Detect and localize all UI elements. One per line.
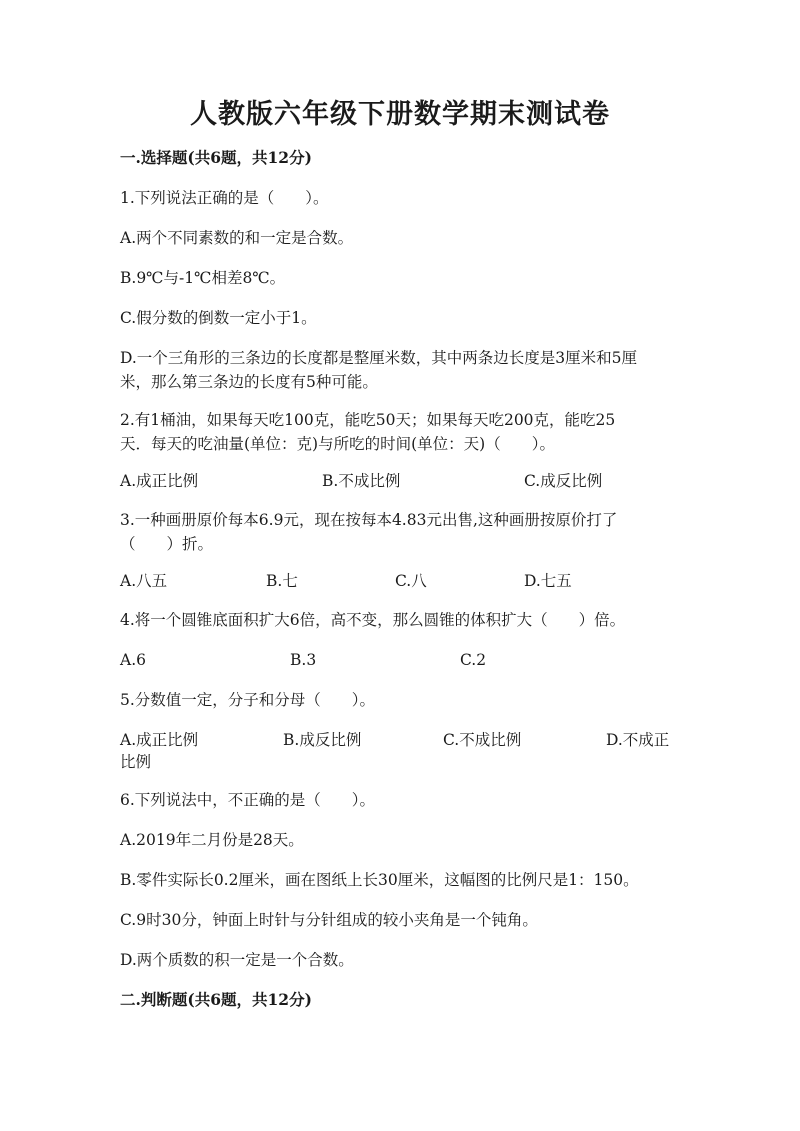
question-6-option-a: A.2019年二月份是28天。 xyxy=(120,831,304,849)
question-1-option-a: A.两个不同素数的和一定是合数。 xyxy=(120,229,354,247)
page-title: 人教版六年级下册数学期末测试卷 xyxy=(190,99,610,130)
question-2-stem-line2: 天．每天的吃油量(单位：克)与所吃的时间(单位：天)（ ）。 xyxy=(120,435,555,453)
section-judgement-heading: 二.判断题(共6题，共12分) xyxy=(120,990,312,1009)
question-3-option-c: C.八 xyxy=(395,572,427,590)
question-6-stem: 6.下列说法中，不正确的是（ ）。 xyxy=(120,791,376,809)
question-3-option-a: A.八五 xyxy=(120,572,168,590)
question-2-option-a: A.成正比例 xyxy=(120,472,199,490)
question-5-option-a: A.成正比例 xyxy=(120,731,199,749)
question-5-stem: 5.分数值一定，分子和分母（ ）。 xyxy=(120,691,376,709)
question-5-option-b: B.成反比例 xyxy=(283,731,362,749)
question-1-option-d-line1: D.一个三角形的三条边的长度都是整厘米数，其中两条边长度是3厘米和5厘 xyxy=(120,349,638,367)
question-4-option-b: B.3 xyxy=(290,651,317,669)
question-4-option-a: A.6 xyxy=(120,651,146,669)
question-5-option-c: C.不成比例 xyxy=(443,731,522,749)
question-3-option-d: D.七五 xyxy=(524,572,572,590)
question-3-option-b: B.七 xyxy=(266,572,298,590)
question-5-option-d-line2: 比例 xyxy=(120,753,152,771)
question-3-stem-line1: 3.一种画册原价每本6.9元，现在按每本4.83元出售,这种画册按原价打了 xyxy=(120,511,618,529)
question-1-option-d-line2: 米，那么第三条边的长度有5种可能。 xyxy=(120,373,378,391)
question-6-option-d: D.两个质数的积一定是一个合数。 xyxy=(120,951,354,969)
question-5-option-d-line1: D.不成正 xyxy=(606,731,670,749)
question-1-stem: 1.下列说法正确的是（ ）。 xyxy=(120,189,329,207)
question-1-option-c: C.假分数的倒数一定小于1。 xyxy=(120,309,317,327)
question-6-option-b: B.零件实际长0.2厘米，画在图纸上长30厘米，这幅图的比例尺是1：150。 xyxy=(120,871,639,889)
question-4-stem: 4.将一个圆锥底面积扩大6倍，高不变，那么圆锥的体积扩大（ ）倍。 xyxy=(120,611,626,629)
question-6-option-c: C.9时30分，钟面上时针与分针组成的较小夹角是一个钝角。 xyxy=(120,911,538,929)
question-1-option-b: B.9℃与-1℃相差8℃。 xyxy=(120,269,286,287)
question-2-option-b: B.不成比例 xyxy=(322,472,401,490)
section-choice-heading: 一.选择题(共6题，共12分) xyxy=(120,148,312,167)
question-2-stem-line1: 2.有1桶油，如果每天吃100克，能吃50天；如果每天吃200克，能吃25 xyxy=(120,411,616,429)
question-3-stem-line2: （ ）折。 xyxy=(120,535,214,553)
question-4-option-c: C.2 xyxy=(460,651,487,669)
question-2-option-c: C.成反比例 xyxy=(524,472,603,490)
